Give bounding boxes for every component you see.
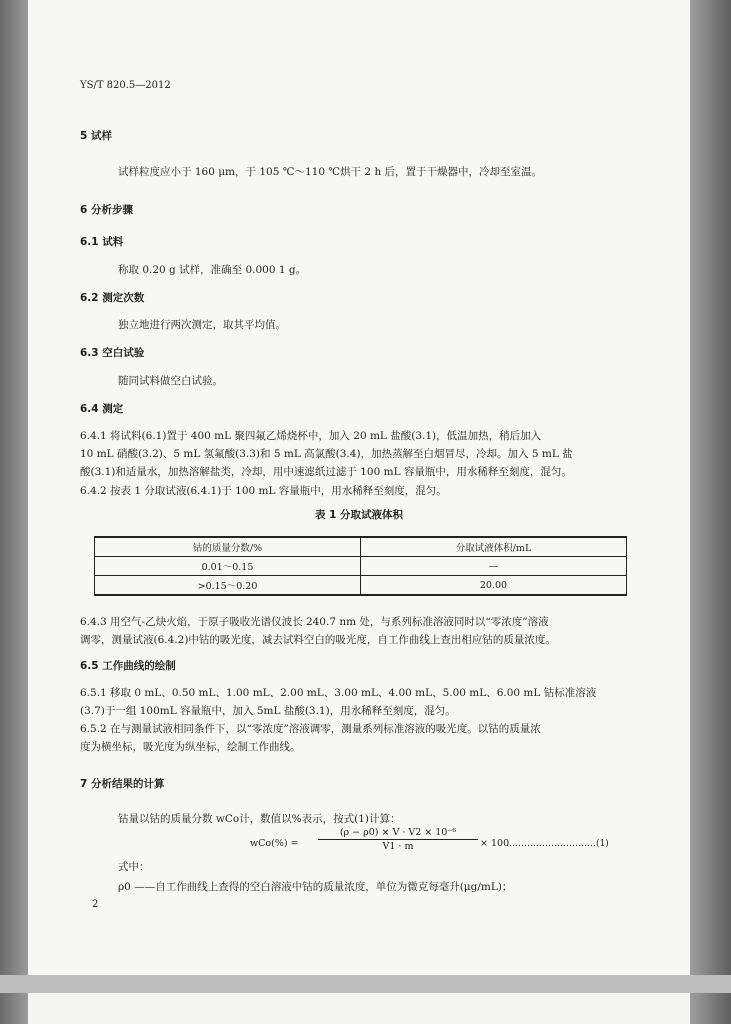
section-6-2-text: 独立地进行两次测定，取其平均值。 [118,319,286,331]
section-6-1-text: 称取 0.20 g 试样，准确至 0.000 1 g。 [118,264,307,276]
formula-lhs: wCo(%) = [250,838,299,849]
section-7-intro: 钴量以钴的质量分数 wCo计，数值以%表示，按式(1)计算： [118,813,401,825]
table-cell: 20.00 [361,576,627,596]
section-6-4-1-line3: 酸(3.1)和适量水，加热溶解盐类，冷却，用中速滤纸过滤于 100 mL 容量瓶中，用水稀释至刻度，混匀。 [80,466,572,478]
table-header-row [95,537,627,557]
section-6-5-2-line2: 度为横坐标，吸光度为纵坐标，绘制工作曲线。 [80,741,301,753]
table-cell: >0.15～0.20 [95,576,361,596]
section-6-3-text: 随同试料做空白试验。 [118,375,223,387]
section-6-4-3-line2: 调零，测量试液(6.4.2)中钴的吸光度，减去试料空白的吸光度，自工作曲线上查出相应钴的质量浓度。 [80,634,556,646]
page-gap [0,975,731,993]
formula-number: …………………………(1) [506,839,609,849]
section-6-4-1-line2: 10 mL 硝酸(3.2)、5 mL 氢氟酸(3.3)和 5 mL 高氯酸(3.4)，加热蒸解至白烟冒尽，冷却。加入 5 mL 盐 [80,448,573,460]
table-header-cell: 分取试液体积/mL [361,537,627,557]
section-6-4-3-line1: 6.4.3 用空气-乙炔火焰，于原子吸收光谱仪波长 240.7 nm 处，与系列标准溶液同时以“零浓度”溶液 [80,616,549,628]
section-6-5-1-line1: 6.5.1 移取 0 mL、0.50 mL、1.00 mL、2.00 mL、3.00 mL、4.00 mL、5.00 mL、6.00 mL 钴标准溶液 [80,687,597,699]
section-6-5-2-line1: 6.5.2 在与测量试液相同条件下，以“零浓度”溶液调零，测量系列标准溶液的吸光度。以钴的质量浓 [80,723,541,735]
standard-number: YS/T 820.5—2012 [80,80,171,91]
table-row [95,576,627,596]
section-7-heading: 7 分析结果的计算 [80,778,165,790]
formula-denominator: V1 · m [382,841,414,852]
section-6-1-heading: 6.1 试料 [80,236,124,248]
section-5-heading: 5 试样 [80,130,112,142]
page-number: 2 [92,899,99,910]
table-cell: — [361,557,627,576]
section-5-text: 试样粒度应小于 160 μm，于 105 ℃～110 ℃烘干 2 h 后，置于干燥器中，冷却至室温。 [118,166,543,178]
section-6-3-heading: 6.3 空白试验 [80,347,145,359]
table-row [95,557,627,576]
formula-numerator: (ρ − ρ0) × V · V2 × 10⁻⁶ [318,827,478,840]
section-6-4-heading: 6.4 测定 [80,403,124,415]
section-6-4-1-line1: 6.4.1 将试料(6.1)置于 400 mL 聚四氟乙烯烧杯中，加入 20 mL 盐酸(3.1)，低温加热，稍后加入 [80,430,542,442]
formula-fraction [318,827,478,852]
section-6-5-1-line2: (3.7)于一组 100mL 容量瓶中，加入 5mL 盐酸(3.1)，用水稀释至刻度，混匀。 [80,705,456,717]
formula-tail: × 100 [480,838,510,849]
section-6-2-heading: 6.2 测定次数 [80,292,145,304]
table-1-caption: 表 1 分取试液体积 [314,509,404,521]
table-1 [94,536,627,596]
document-page [28,0,690,975]
definition-rho0: ρ0 ——自工作曲线上查得的空白溶液中钴的质量浓度，单位为微克每毫升(μg/mL)； [118,881,513,893]
viewer-right-scroll-shade [689,0,731,1024]
section-6-4-2-line1: 6.4.2 按表 1 分取试液(6.4.1)于 100 mL 容量瓶中，用水稀释至刻度，混匀。 [80,485,447,497]
section-6-heading: 6 分析步骤 [80,204,133,216]
section-6-5-heading: 6.5 工作曲线的绘制 [80,660,176,672]
viewer-left-margin [0,0,28,1024]
next-page-top [28,993,690,1024]
table-cell: 0.01～0.15 [95,557,361,576]
where-label: 式中： [118,861,150,873]
table-header-cell: 钴的质量分数/% [95,537,361,557]
